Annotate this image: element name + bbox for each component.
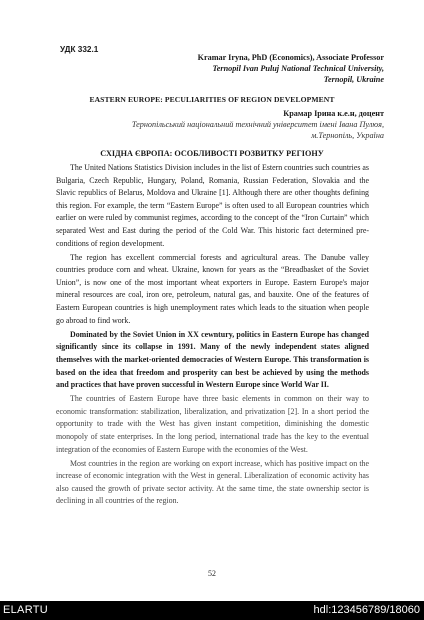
udk-code: УДК 332.1 — [60, 45, 99, 54]
article-title-en: EASTERN EUROPE: PECULIARITIES OF REGION DEVELOPMENT — [89, 95, 335, 104]
archive-name[interactable]: ELARTU — [3, 604, 48, 616]
affiliation-ua-line1: Тернопільський національний технічний університет імені Івана Пулюя, — [131, 120, 384, 129]
article-body — [56, 162, 369, 510]
paragraph-5: Most countries in the region are working on export increase, which has positive impact on the increase of economic integration with the West in general. Liberalization of economic activity has also caused the growth of private sector activity. At the same time, the state ownership sector is declining in all countries of the region. — [56, 458, 369, 506]
paragraph-1: The United Nations Statistics Division includes in the list of Estern countries such countries as Bulgaria, Czech Republic, Hungary, Poland, Romania, Russian Federation, Slovakia and the Slavic republics of Belarus, Moldova and Ukraine [1]. Although there are other thoughts defining this region. For example, the term “Eastern Europe” is often used to all European countries which earlier on were ruled by communist regimes, according to the concept of the “Iron Curtain” which separated West and East during the period of the Cold War. This historic fact determined pre-conditions of region development. — [56, 163, 369, 248]
page-number: 52 — [208, 569, 216, 578]
handle-link[interactable]: hdl:123456789/18060 — [313, 604, 420, 616]
article-title-ua: СХІДНА ЄВРОПА: ОСОБЛИВОСТІ РОЗВИТКУ РЕГІОНУ — [100, 149, 324, 158]
affiliation-en-line2: Ternopil, Ukraine — [323, 75, 384, 84]
author-block-en — [198, 52, 384, 85]
affiliation-ua-line2: м.Тернопіль, Україна — [311, 131, 384, 140]
author-name-en: Kramar Iryna, PhD (Economics), Associate Professor — [197, 53, 384, 62]
repository-footer-bar — [0, 601, 424, 620]
paragraph-4: The countries of Eastern Europe have three basic elements in common on their way to economic transformation: stabilization, liberalization, and privatization [2]. In a short period the opportunity to trade with the West has given instant competition, diminishing the domestic monopoly of state enterprises. In the long period, international trade has the key to the eventual integration of the economies of Eastern Europe with the economies of the West. — [56, 394, 369, 454]
author-block-ua — [132, 108, 384, 141]
affiliation-en-line1: Ternopil Ivan Puluj National Technical University, — [212, 64, 384, 73]
author-name-ua: Крамар Ірина к.е.н, доцент — [283, 109, 384, 118]
paragraph-3: Dominated by the Soviet Union in XX cewntury, politics in Eastern Europe has changed significantly since its collapse in 1991. Many of the newly independent states aligned themselves with the market-oriented democracies of Western Europe. This transformation is based on the idea that freedom and prosperity can best be achieved by using the methods and practices that have proven successful in Western Europe since World War II. — [56, 329, 369, 390]
paragraph-2: The region has excellent commercial forests and agricultural areas. The Danube valley countries produce corn and wheat. Ukraine, known for years as the “Breadbasket of the Soviet Union”, is now one of the most important wheat exporters in Europe. Eastern Europe's major mineral resources are coal, iron ore, petroleum, natural gas, and bauxite. One of the features of Eastern European countries is high unemployment rates which leads to the situation when people go abroad to find work. — [56, 252, 369, 325]
